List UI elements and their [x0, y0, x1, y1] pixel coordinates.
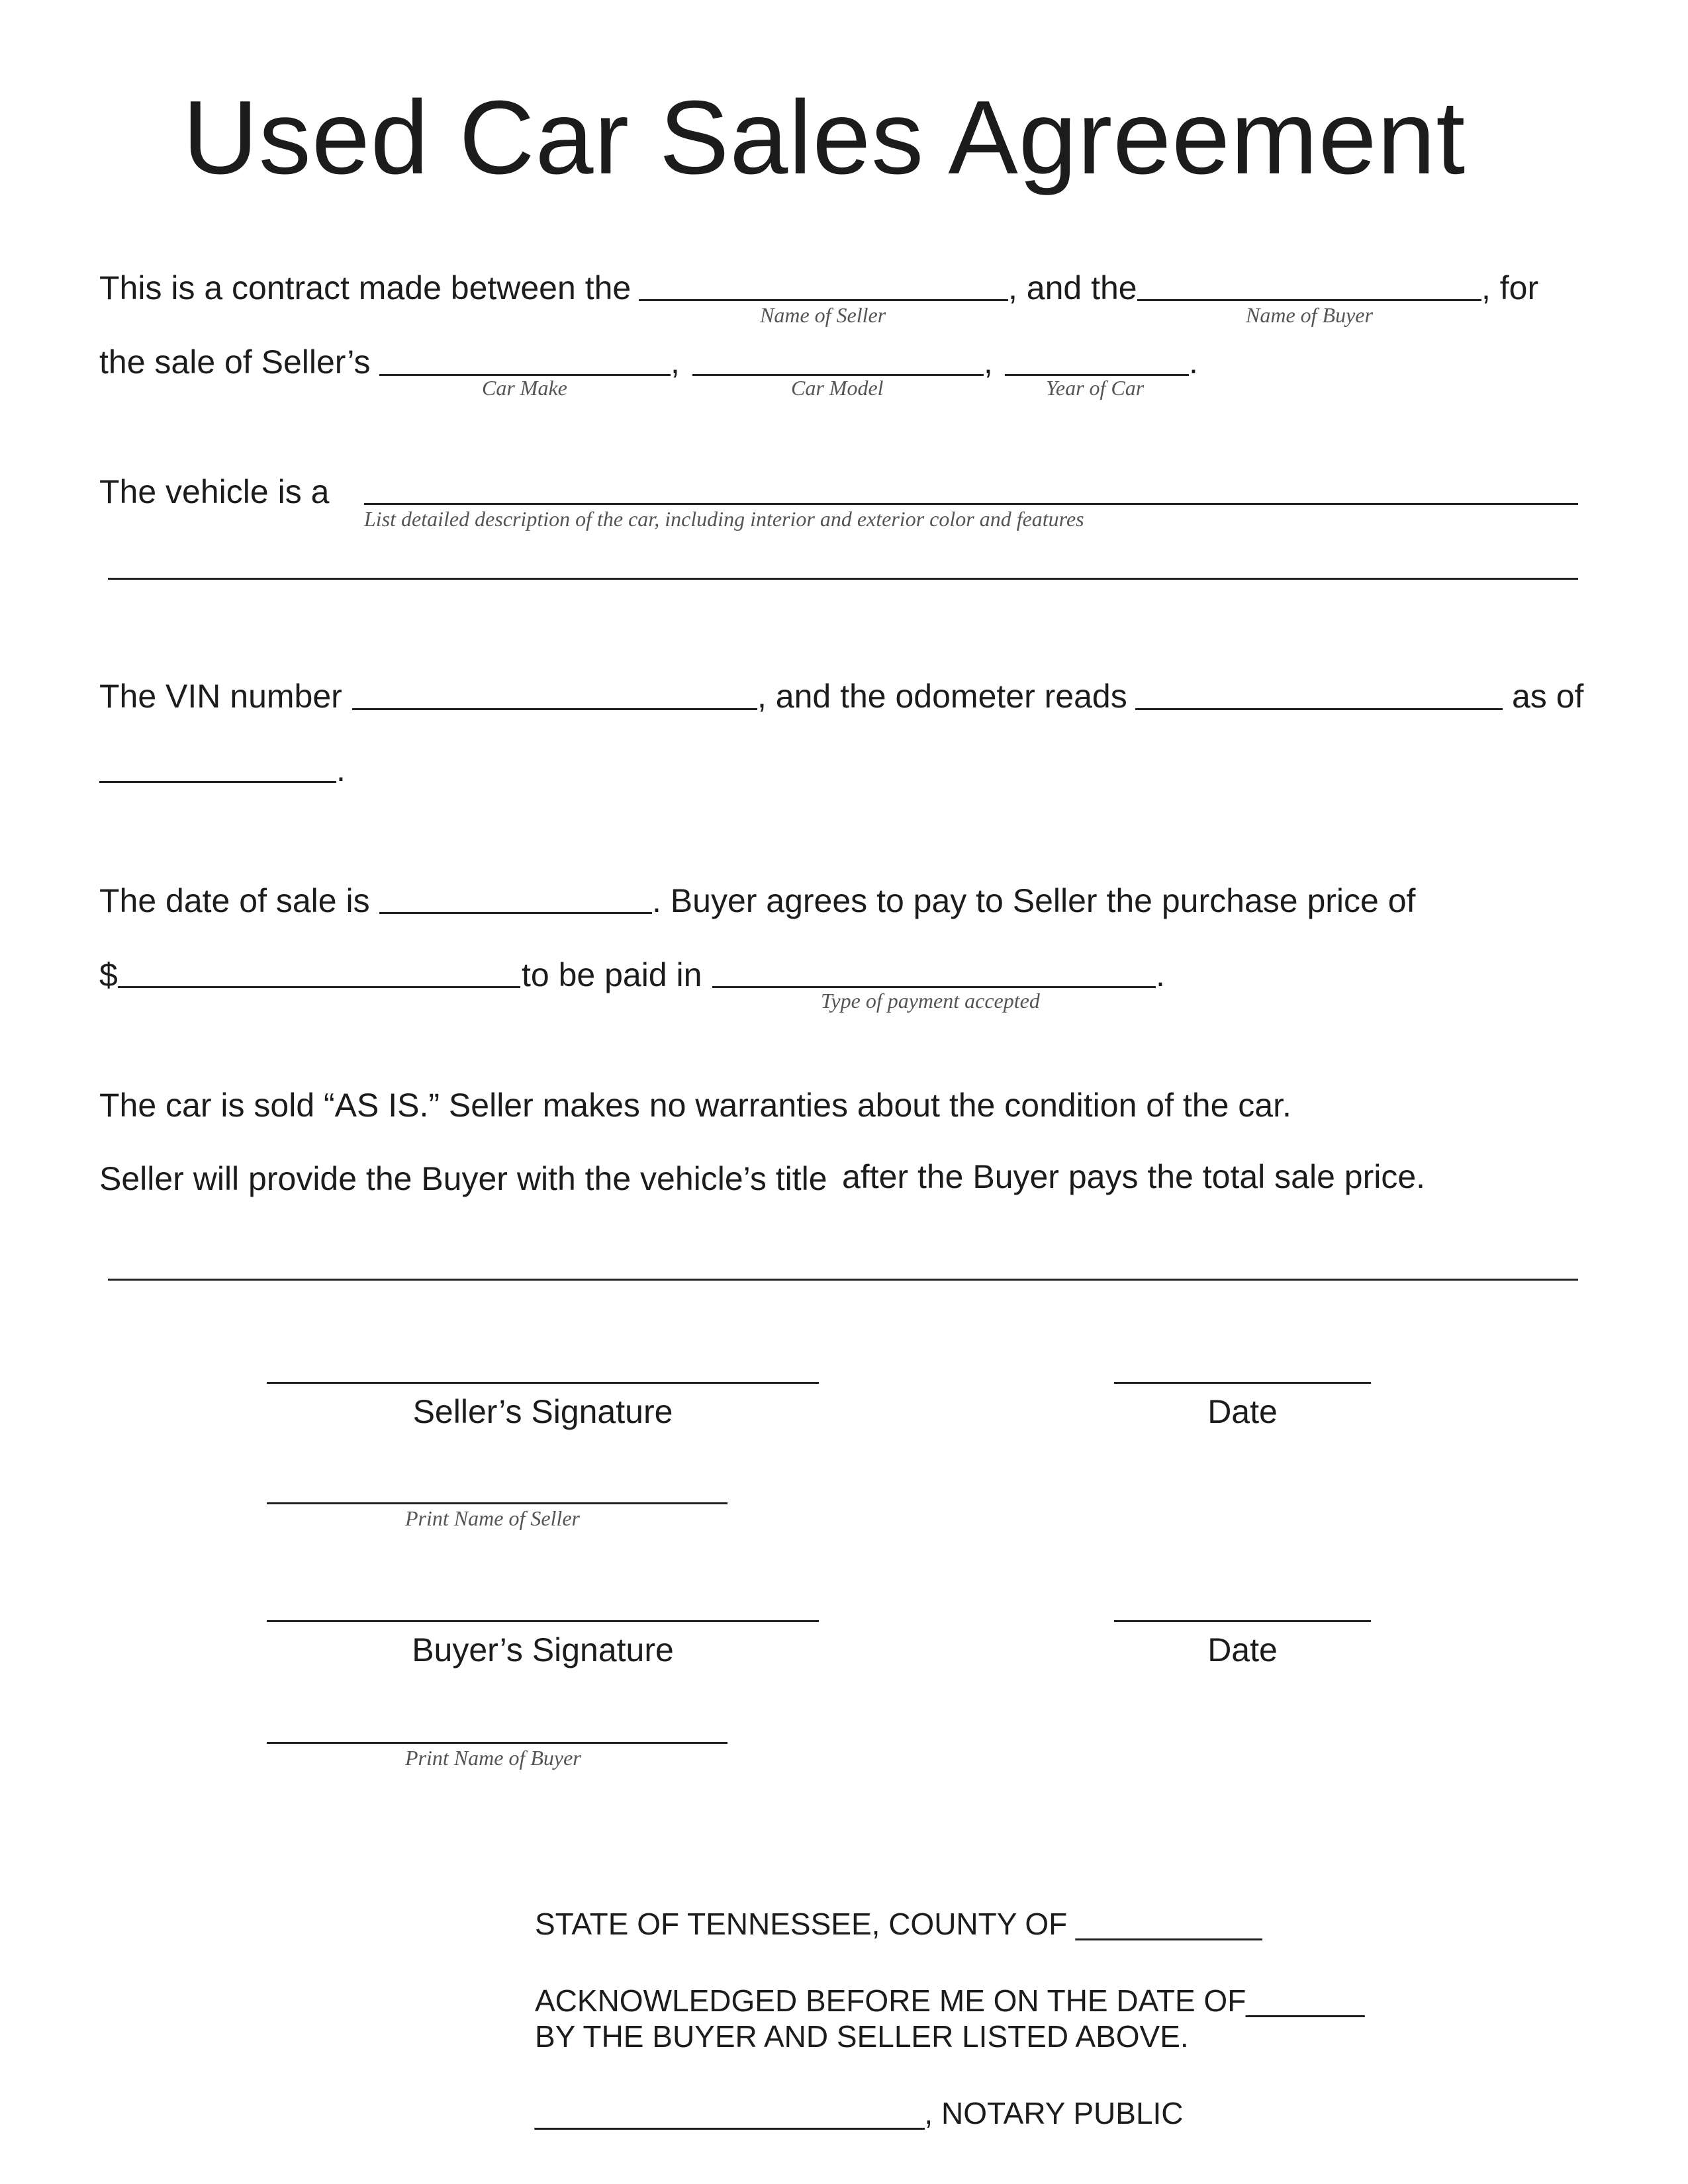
buyer-name-caption: Name of Buyer: [1246, 303, 1373, 327]
period-text: .: [1156, 956, 1165, 993]
buyer-date-label: Date: [1207, 1631, 1278, 1668]
seller-signature-field[interactable]: [267, 1382, 819, 1384]
payment-type-caption: Type of payment accepted: [821, 989, 1040, 1013]
sale-date-field[interactable]: [379, 912, 652, 914]
purchase-price-text: . Buyer agrees to pay to Seller the purchase price of: [652, 882, 1416, 919]
vehicle-description-field[interactable]: [364, 503, 1578, 505]
comma-text: ,: [984, 343, 993, 381]
vin-lead-text: The VIN number: [99, 678, 342, 715]
notary-public-line: _______________________, NOTARY PUBLIC: [535, 2096, 1184, 2130]
seller-date-label: Date: [1207, 1393, 1278, 1430]
seller-date-field[interactable]: [1114, 1382, 1371, 1384]
title-clause-part-1: Seller will provide the Buyer with the vehicle’s title: [99, 1160, 827, 1197]
period-text: .: [336, 751, 346, 788]
title-clause-part-2: after the Buyer pays the total sale price.: [842, 1158, 1426, 1195]
seller-signature-label: Seller’s Signature: [412, 1393, 673, 1430]
buyer-signature-label: Buyer’s Signature: [412, 1631, 674, 1668]
odometer-text: , and the odometer reads: [757, 678, 1127, 715]
period-text: .: [1189, 343, 1198, 381]
as-of-text: as of: [1512, 678, 1584, 715]
document-title: Used Car Sales Agreement: [182, 79, 1466, 196]
and-the-text: , and the: [1008, 269, 1137, 306]
vehicle-lead-text: The vehicle is a: [99, 473, 330, 510]
date-of-sale-text: The date of sale is: [99, 882, 370, 919]
seller-name-caption: Name of Seller: [760, 303, 886, 327]
section-divider: [108, 1279, 1578, 1281]
odometer-date-field[interactable]: [99, 781, 336, 783]
notary-acknowledged-line-2: BY THE BUYER AND SELLER LISTED ABOVE.: [535, 2019, 1189, 2054]
car-make-caption: Car Make: [482, 376, 567, 400]
for-text: , for: [1481, 269, 1539, 306]
paid-in-text: to be paid in: [522, 956, 702, 993]
odometer-reading-field[interactable]: [1135, 708, 1503, 710]
dollar-sign: $: [99, 956, 118, 993]
notary-state-county: STATE OF TENNESSEE, COUNTY OF ___________: [535, 1907, 1262, 1941]
sale-of-seller-text: the sale of Seller’s: [99, 343, 371, 381]
buyer-print-name-field[interactable]: [267, 1742, 727, 1744]
buyer-print-name-caption: Print Name of Buyer: [405, 1746, 581, 1770]
vehicle-description-caption: List detailed description of the car, including interior and exterior color and features: [364, 507, 1084, 531]
seller-name-field[interactable]: [639, 299, 1008, 301]
car-model-caption: Car Model: [791, 376, 884, 400]
buyer-signature-field[interactable]: [267, 1620, 819, 1622]
purchase-price-field[interactable]: [118, 986, 520, 988]
notary-acknowledged-line-1: ACKNOWLEDGED BEFORE ME ON THE DATE OF_______: [535, 1983, 1365, 2018]
payment-type-field[interactable]: [712, 986, 1156, 988]
buyer-name-field[interactable]: [1137, 299, 1481, 301]
seller-print-name-caption: Print Name of Seller: [405, 1506, 580, 1530]
comma-text: ,: [671, 343, 680, 381]
vin-number-field[interactable]: [352, 708, 757, 710]
car-year-caption: Year of Car: [1046, 376, 1145, 400]
vehicle-description-field-line-2[interactable]: [108, 578, 1578, 580]
buyer-date-field[interactable]: [1114, 1620, 1371, 1622]
contract-lead-text: This is a contract made between the: [99, 269, 632, 306]
as-is-clause: The car is sold “AS IS.” Seller makes no warranties about the condition of the car.: [99, 1087, 1291, 1124]
seller-print-name-field[interactable]: [267, 1502, 727, 1504]
